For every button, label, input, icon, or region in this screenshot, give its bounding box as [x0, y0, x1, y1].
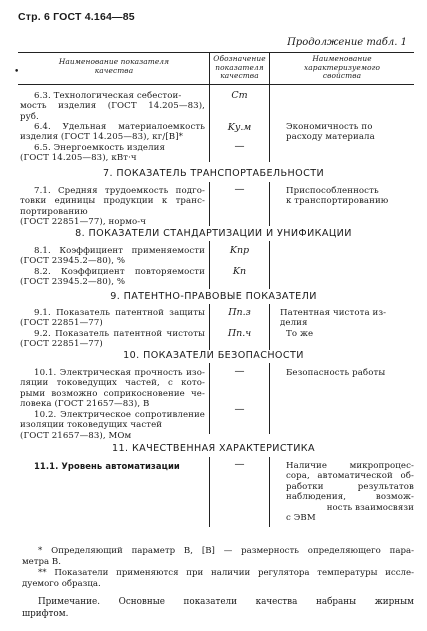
row-8-2: 8.2. Коэффициент повторяемости (ГОСТ 23945.2—80), % — [20, 267, 205, 288]
row-9-1: 9.1. Показатель патентной защиты (ГОСТ 22851—77) — [20, 308, 205, 329]
footnote-1: * Определяющий параметр В, [В] — размерность определяющего пара- метра В. — [22, 546, 414, 567]
row-7-1: 7.1. Средняя трудоемкость подго- товки единицы продукции к транс- портированию (ГОСТ 22851—77), нормо-ч — [20, 186, 205, 228]
row-8-1: 8.1. Коэффициент применяемости (ГОСТ 23945.2—80), % — [20, 246, 205, 267]
row-9-2: 9.2. Показатель патентной чистоты (ГОСТ 22851—77) — [20, 329, 205, 350]
symbol-9-1: Пп.з — [228, 307, 251, 318]
column-divider-2-s9 — [269, 304, 270, 350]
section-11-title: 11. КАЧЕСТВЕННАЯ ХАРАКТЕРИСТИКА — [112, 443, 315, 454]
column-header-indicator: Наименование показателя качества — [58, 57, 170, 75]
section-9-title: 9. ПАТЕНТНО-ПРАВОВЫЕ ПОКАЗАТЕЛИ — [110, 291, 317, 302]
property-9-1: Патентная чистота из- делия — [280, 308, 387, 329]
row-6-4: 6.4. Удельная материалоемкость изделия (ГОСТ 14.205—83), кг/[B]* — [20, 122, 205, 143]
symbol-6-5: — — [234, 141, 245, 152]
footnote-2: ** Показатели применяются при наличии регулятора температуры иссле- дуемого образца. — [22, 568, 414, 589]
row-10-2: 10.2. Электрическое сопротивление изоляции токоведущих частей (ГОСТ 21657—83), МОм — [20, 410, 205, 441]
property-9-2: То же — [286, 329, 314, 339]
symbol-9-2: Пп.ч — [227, 328, 252, 339]
page-header: Стр. 6 ГОСТ 4.164—85 — [18, 11, 135, 23]
symbol-11-1: — — [234, 459, 245, 470]
column-divider-2-s8 — [269, 241, 270, 289]
property-7-1: Приспособленность к транспортированию — [286, 186, 389, 207]
column-header-property: Наименование характеризуемого свойства — [303, 54, 381, 81]
symbol-10-1: — — [234, 366, 245, 377]
symbol-10-2: — — [234, 404, 245, 415]
property-11-1: Наличие микропроцес- сора, автоматической об- работки результатов наблюдения, возмож- ность взаимосвязи с ЭВМ — [286, 461, 414, 524]
row-10-1: 10.1. Электрическая прочность изо- ляции токоведущих частей, с кото- рыми возможно соприкосновение че- ловека (ГОСТ 21657—83), В — [20, 368, 205, 410]
table-continuation-label: Продолжение табл. 1 — [287, 37, 407, 48]
symbol-6-3: Cт — [231, 90, 248, 101]
column-divider-2-group6 — [269, 84, 270, 162]
margin-bullet: • — [14, 67, 20, 77]
property-6-4: Экономичность по расходу материала — [286, 122, 375, 143]
section-10-title: 10. ПОКАЗАТЕЛИ БЕЗОПАСНОСТИ — [123, 350, 304, 361]
symbol-8-2: Kп — [232, 266, 247, 277]
section-7-title: 7. ПОКАЗАТЕЛЬ ТРАНСПОРТАБЕЛЬНОСТИ — [102, 168, 325, 179]
row-6-3: 6.3. Технологическая себестои- мость изделия (ГОСТ 14.205—83), руб. — [20, 91, 205, 122]
column-header-symbol: Обозначение показателя качества — [213, 54, 266, 81]
row-11-1: 11.1. Уровень автоматизации — [34, 461, 180, 471]
property-10-1: Безопасность работы — [286, 368, 386, 378]
table-head-bottom-rule — [18, 84, 414, 85]
symbol-7-1: — — [234, 184, 245, 195]
column-divider-2-s7 — [269, 182, 270, 226]
symbol-8-1: Kпр — [229, 245, 250, 256]
table-top-rule — [18, 52, 414, 53]
section-8-title: 8. ПОКАЗАТЕЛИ СТАНДАРТИЗАЦИИ И УНИФИКАЦИИ — [75, 228, 352, 239]
note-paragraph: Примечание. Основные показатели качества набраны жирным шрифтом. — [22, 597, 414, 619]
symbol-6-4: Kу.м — [227, 122, 252, 133]
column-divider-2-s11 — [269, 457, 270, 527]
column-divider-2-s10 — [269, 363, 270, 434]
row-6-5: 6.5. Энергоемкость изделия (ГОСТ 14.205—83), кВт·ч — [20, 143, 165, 164]
